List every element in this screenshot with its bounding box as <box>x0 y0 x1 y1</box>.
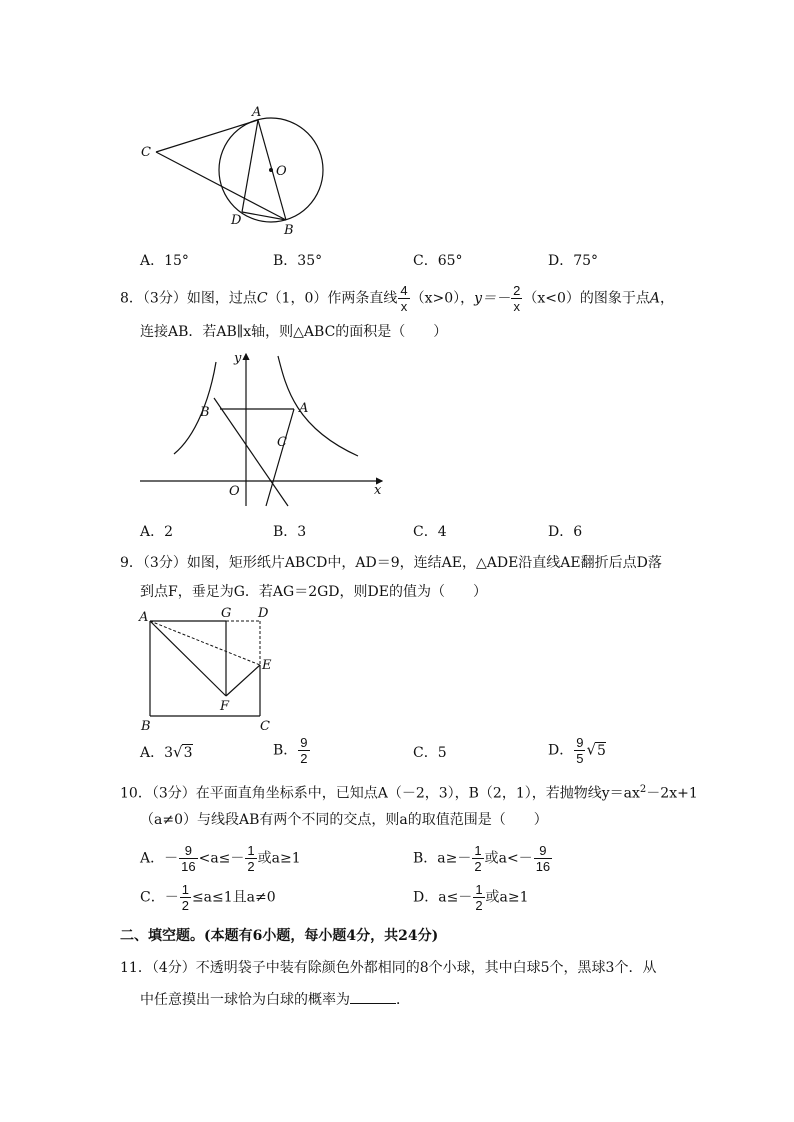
q7-label-o: O <box>276 164 287 179</box>
q7-tangent-ca <box>156 120 258 152</box>
q10-opt-c-label: C．－ <box>140 889 179 906</box>
q9-label-g: G <box>221 606 232 621</box>
q9-opt-a-coef: 3 <box>164 745 174 761</box>
q10-opt-b-mid: 或a<－ <box>484 850 533 867</box>
q9-option-c: C．5 <box>413 745 447 761</box>
q7-tangent-cd <box>156 152 286 220</box>
q9-label-d: D <box>258 606 269 621</box>
q10-option-c <box>140 882 276 913</box>
q8-line-2: 连接AB．若AB∥x轴，则△ABC的面积是（ ） <box>140 324 448 340</box>
q8-line-bc <box>214 398 288 506</box>
q9-line-1: 9．（3分）如图，矩形纸片ABCD中，AD＝9，连结AE，△ADE沿直线AE翻折后点D落 <box>120 555 662 571</box>
q8-label-y: y <box>234 351 242 366</box>
q8-frac1-num: 4 <box>400 283 408 298</box>
q8-fraction-1 <box>398 283 409 314</box>
q10-opt-d-tail: 或a≥1 <box>485 889 529 906</box>
q9-option-b <box>273 735 311 766</box>
q8-hyperbola-left <box>174 362 216 454</box>
q9-opt-b-den: 2 <box>300 751 308 766</box>
q8-number: 8． <box>120 290 143 307</box>
q11-line-1: 11．（4分）不透明袋子中装有除颜色外都相同的8个小球，其中白球5个，黑球3个．从 <box>120 960 657 976</box>
q9-opt-d-label: D． <box>548 742 574 759</box>
q10-option-b <box>413 843 553 874</box>
q8-figure <box>136 348 388 508</box>
q8-point-c: C <box>256 290 268 307</box>
q8-fraction-2 <box>511 283 522 314</box>
q10-opt-b-f1-num: 1 <box>474 843 482 858</box>
q9-label-a: A <box>139 610 149 625</box>
q9-opt-d-num: 9 <box>576 735 584 750</box>
q9-opt-a-radical: √ <box>173 743 183 761</box>
q9-line-fe <box>226 665 260 696</box>
q10-opt-a-frac-2 <box>245 843 256 874</box>
q7-chord-ad <box>242 120 258 212</box>
q10-option-d <box>413 882 529 913</box>
q10-option-a <box>140 843 301 874</box>
q8-label-a: A <box>299 401 309 416</box>
q8-option-b: B．3 <box>273 524 307 540</box>
section-2-title: 二、填空题。(本题有6小题，每小题4分，共24分) <box>120 928 439 944</box>
q9-opt-a-label: A． <box>140 745 165 761</box>
q10-opt-a-label: A．－ <box>140 850 179 867</box>
q10-line-1 <box>120 780 698 804</box>
q10-opt-c-num: 1 <box>181 882 189 897</box>
q10-opt-a-f2-num: 1 <box>247 843 255 858</box>
q10-line-1-sup: 2 <box>639 784 647 795</box>
q8-y-eq: y＝－ <box>474 290 511 307</box>
q10-opt-b-frac-1 <box>472 843 483 874</box>
q9-opt-b-fraction <box>298 735 309 766</box>
q11-line-2-post: ． <box>396 992 410 1008</box>
q10-line-2: （a≠0）与线段AB有两个不同的交点，则a的取值范围是（ ） <box>140 812 548 828</box>
q10-opt-d-den: 2 <box>475 898 483 913</box>
q8-line-ac <box>266 409 294 506</box>
q9-label-e: E <box>262 658 272 673</box>
q9-opt-d-den: 5 <box>576 751 584 766</box>
q10-opt-b-f1-den: 2 <box>474 859 482 874</box>
q9-line-2: 到点F，垂足为G．若AG＝2GD，则DE的值为（ ） <box>140 584 487 600</box>
q9-figure <box>136 606 286 734</box>
q8-label-o: O <box>229 484 240 499</box>
q8-option-d: D．6 <box>548 524 583 540</box>
q9-option-d <box>548 735 606 766</box>
q7-figure <box>136 100 336 235</box>
q9-line-af <box>150 621 226 696</box>
q9-opt-a-radicand: 3 <box>183 745 193 761</box>
q10-opt-b-f2-den: 16 <box>535 859 551 874</box>
q8-option-c: C．4 <box>413 524 447 540</box>
q10-opt-c-tail: ≤a≤1且a≠0 <box>191 889 276 906</box>
q8-score: （3分） <box>142 290 187 307</box>
q8-text-pre: 如图，过点 <box>186 290 257 307</box>
q7-label-c: C <box>141 145 151 160</box>
q7-label-d: D <box>231 213 242 228</box>
q8-coord-c: （1，0）作两条直线 <box>267 290 398 307</box>
q10-opt-c-den: 2 <box>181 898 189 913</box>
q8-option-a: A．2 <box>140 524 174 540</box>
q10-opt-b-f2-num: 9 <box>534 843 552 859</box>
q9-label-b: B <box>141 719 151 734</box>
q8-comma: ， <box>660 290 674 307</box>
q10-opt-c-frac <box>180 882 191 913</box>
q10-opt-a-mid: <a≤－ <box>198 850 245 867</box>
q8-label-c: C <box>277 435 287 450</box>
q9-label-c: C <box>260 719 270 734</box>
q7-option-c: C．65° <box>413 253 463 269</box>
q10-opt-a-f1-num: 9 <box>179 843 197 859</box>
q8-label-b: B <box>200 405 210 420</box>
q10-opt-d-label: D．a≤－ <box>413 889 473 906</box>
q9-opt-b-num: 9 <box>300 735 308 750</box>
q11-line-2-pre: 中任意摸出一球恰为白球的概率为 <box>140 992 350 1008</box>
q9-opt-d-radical: √ <box>586 740 597 759</box>
q8-cond-2: （x<0）的图象于点 <box>523 290 650 307</box>
q7-label-a: A <box>252 105 262 120</box>
q10-line-1-post: －2x+1 <box>646 785 698 802</box>
q7-option-a: A．15° <box>140 253 189 269</box>
q10-opt-a-frac-1 <box>179 843 197 874</box>
q8-frac1-den: x <box>400 299 408 314</box>
q10-opt-b-frac-2 <box>534 843 552 874</box>
q8-frac2-num: 2 <box>513 283 521 298</box>
q10-line-1-pre: 10．（3分）在平面直角坐标系中，已知点A（－2，3），B（2，1），若抛物线y＝ax <box>120 785 640 802</box>
q10-opt-a-tail: 或a≥1 <box>257 850 301 867</box>
q11-line-2 <box>140 989 410 1010</box>
q9-opt-d-radicand: 5 <box>597 742 606 759</box>
q11-answer-blank[interactable] <box>350 989 396 1004</box>
q7-center-dot <box>269 168 273 172</box>
q10-opt-d-frac <box>473 882 484 913</box>
q9-opt-b-label: B． <box>273 742 298 759</box>
q8-point-a: A <box>649 290 660 307</box>
q8-cond-1: （x>0）， <box>410 290 475 307</box>
q10-opt-a-f2-den: 2 <box>247 859 255 874</box>
q7-option-d: D．75° <box>548 253 599 269</box>
q9-line-ae-dashed <box>150 621 260 665</box>
q8-frac2-den: x <box>513 299 520 314</box>
q7-label-b: B <box>284 223 294 235</box>
q10-opt-d-num: 1 <box>475 882 483 897</box>
q10-opt-a-f1-den: 16 <box>181 859 196 874</box>
q7-option-b: B．35° <box>273 253 323 269</box>
q10-opt-b-label: B．a≥－ <box>413 850 472 867</box>
q9-opt-d-fraction <box>574 735 585 766</box>
q8-line-1 <box>120 283 674 314</box>
q9-option-a <box>140 742 193 762</box>
q8-hyperbola-right <box>278 356 358 456</box>
q9-label-f: F <box>220 699 230 714</box>
q8-label-x: x <box>374 483 382 498</box>
